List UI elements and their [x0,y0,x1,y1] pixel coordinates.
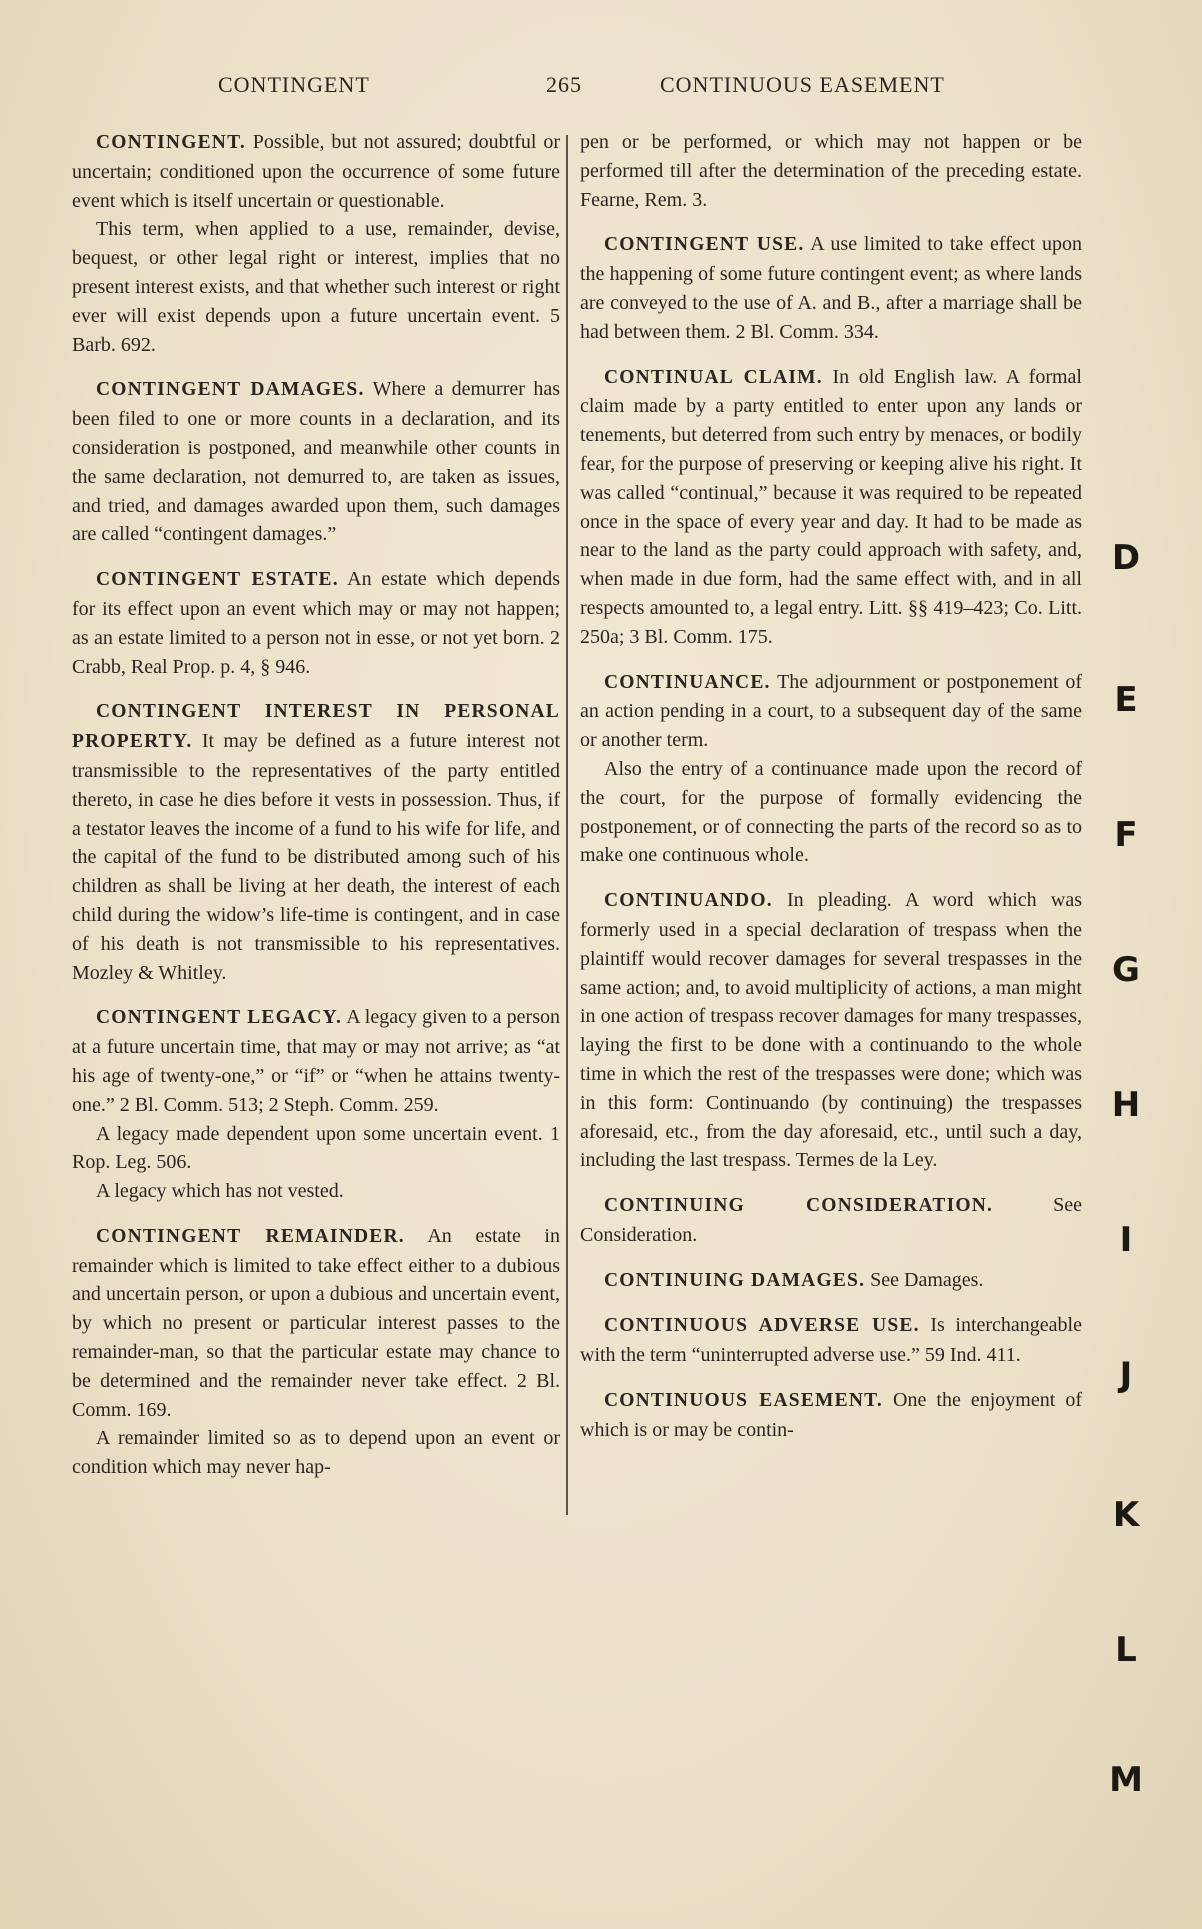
definition: One the enjoyment of which is or may be contin- [580,1389,1082,1441]
entry-contingent-legacy [72,1003,560,1206]
thumb-tab-f[interactable]: F [1114,815,1138,855]
thumb-tab-l[interactable]: L [1115,1630,1137,1670]
definition: Is interchangeable with the term “uninterrupted adverse use.” 59 Ind. 411. [580,1314,1082,1367]
entry-contingent [72,128,560,359]
entry-continuance [580,668,1082,871]
definition-paragraph: A legacy which has not vested. [96,1180,344,1203]
definition: The adjournment or postponement of an action pending in a court, to a subsequent day of the same or another term. [580,670,1082,752]
thumb-tab-k[interactable]: K [1112,1495,1140,1535]
headword: CONTINUAL CLAIM. [604,366,823,388]
right-column [580,128,1082,1461]
definition: An estate in remainder which is limited to take effect either to a dubious and uncertain person, or upon a dubious and uncertain event, by which no present or particular interest passes to the remainder-man, so that the particular estate may chance to be determined and the remainder never take effect. 2 Bl. Comm. 169. [72,1224,560,1421]
thumb-tab-i[interactable]: I [1119,1220,1133,1260]
headword: CONTINGENT ESTATE. [96,569,339,591]
column-divider [566,135,568,1515]
definition: An estate which depends for its effect upon an event which may or may not happen; as an estate limited to a person not in esse, or not yet born. 2 Crabb, Real Prop. p. 4, § 946. [72,568,561,678]
definition: In pleading. A word which was formerly used in a special declaration of trespass when the plaintiff would recover damages for several trespasses in the same action; and, to avoid multiplicity of actions, a man might in one action of trespass recover damages for many trespasses, laying the first to be done with a continuando to the whole time in which the rest of the trespasses were done; which was in this form: Continuando (by continuing) the trespasses aforesaid, etc., from the day aforesaid, etc., until such a day, including the last trespass. Termes de la Ley. [580,889,1082,1172]
entry-continuous-adverse-use [580,1311,1082,1370]
headword: CONTINUING DAMAGES. [604,1269,866,1291]
entry-contingent-use [580,230,1082,346]
entry-continuing-consideration [580,1191,1082,1250]
left-column [72,128,560,1498]
entry-contingent-interest [72,697,560,987]
definition: pen or be performed, or which may not happen or be performed till after the determination of the preceding estate. Fearne, Rem. 3. [580,131,1082,211]
definition: Possible, but not assured; doubtful or uncertain; conditioned upon the occurrence of some future event which is itself uncertain or questionable. [72,131,560,212]
definition: See Consideration. [580,1194,1082,1246]
entry-contingent-estate [72,565,560,681]
thumb-tab-m[interactable]: M [1109,1760,1143,1800]
definition: A legacy given to a person at a future uncertain time, that may or may not arrive; as “at his age of twenty-one,” or “if” or “when he attains twenty-one.” 2 Bl. Comm. 513; 2 Steph. Comm. 259. [72,1006,560,1116]
headword: CONTINGENT LEGACY. [96,1007,343,1029]
definition-paragraph: This term, when applied to a use, remainder, devise, bequest, or other legal right or interest, implies that no present interest exists, and that whether such interest or right ever will exist depends upon a future uncertain event. 5 Barb. 692. [72,218,560,356]
headword: CONTINGENT REMAINDER. [96,1225,405,1247]
headword: CONTINGENT INTEREST IN PERSONAL PROPERTY. [72,701,560,753]
thumb-tab-j[interactable]: J [1119,1355,1133,1395]
definition-paragraph: A legacy made dependent upon some uncertain event. 1 Rop. Leg. 506. [72,1122,560,1174]
headword: CONTINUOUS EASEMENT. [604,1390,883,1412]
thumb-tab-h[interactable]: H [1111,1085,1141,1125]
definition: In old English law. A formal claim made by a party entitled to enter upon any lands or tenements, but deterred from such entry by menaces, or bodily fear, for the purpose of preserving or keeping alive his right. It was called “continual,” because it was required to be repeated once in the space of every year and day. It had to be made as near to the land as the party could approach with safety, and, when made in due form, had the same effect with, and in all respects amounted to, a legal entry. Litt. §§ 419–423; Co. Litt. 250a; 3 Bl. Comm. 175. [580,365,1082,648]
headword: CONTINGENT USE. [604,234,805,256]
headword: CONTINUING CONSIDERATION. [604,1195,994,1217]
headword: CONTINGENT DAMAGES. [96,379,365,401]
entry-continuation [580,128,1082,214]
entry-continuous-easement [580,1386,1082,1445]
headword: CONTINGENT. [96,132,246,153]
headword: CONTINUOUS ADVERSE USE. [604,1315,920,1337]
definition: Where a demurrer has been filed to one or more counts in a declaration, and its consideration is postponed, and meanwhile other counts in the same declaration, not demurred to, are taken as issues, and tried, and damages awarded upon them, such damages are called “contingent damages.” [72,378,560,546]
definition: A use limited to take effect upon the happening of some future contingent event; as where lands are conveyed to the use of A. and B., after a marriage shall be had between them. 2 Bl. Comm. 334. [580,233,1082,343]
entry-contingent-remainder [72,1222,560,1482]
running-head-right: CONTINUOUS EASEMENT [660,72,945,97]
running-head-left: CONTINGENT [218,72,370,97]
definition-paragraph: A remainder limited so as to depend upon an event or condition which may never hap- [72,1427,560,1479]
entry-continual-claim [580,363,1082,652]
definition: It may be defined as a future interest not transmissible to the representatives of the party entitled thereto, in case he dies before it vests in possession. Thus, if a testator leaves the income of a fund to his wife for life, and the capital of the fund to be distributed among such of his children as shall be living at her death, the interest of each child during the widow’s life-time is contingent, and in case of his death is not transmissible to his representatives. Mozley & Whitley. [72,730,560,984]
entry-continuando [580,886,1082,1175]
entry-continuing-damages [580,1266,1082,1296]
definition-paragraph: Also the entry of a continuance made upon the record of the court, for the purpose of formally evidencing the postponement, or of connecting the parts of the record so as to make one continuous whole. [580,757,1082,867]
headword: CONTINUANDO. [604,890,773,912]
thumb-tab-d[interactable]: D [1111,538,1141,578]
page-number: 265 [546,72,582,97]
thumb-tab-e[interactable]: E [1114,680,1138,720]
thumb-tab-g[interactable]: G [1112,950,1140,990]
definition: See Damages. [865,1268,984,1291]
entry-contingent-damages [72,375,560,549]
headword: CONTINUANCE. [604,671,771,693]
